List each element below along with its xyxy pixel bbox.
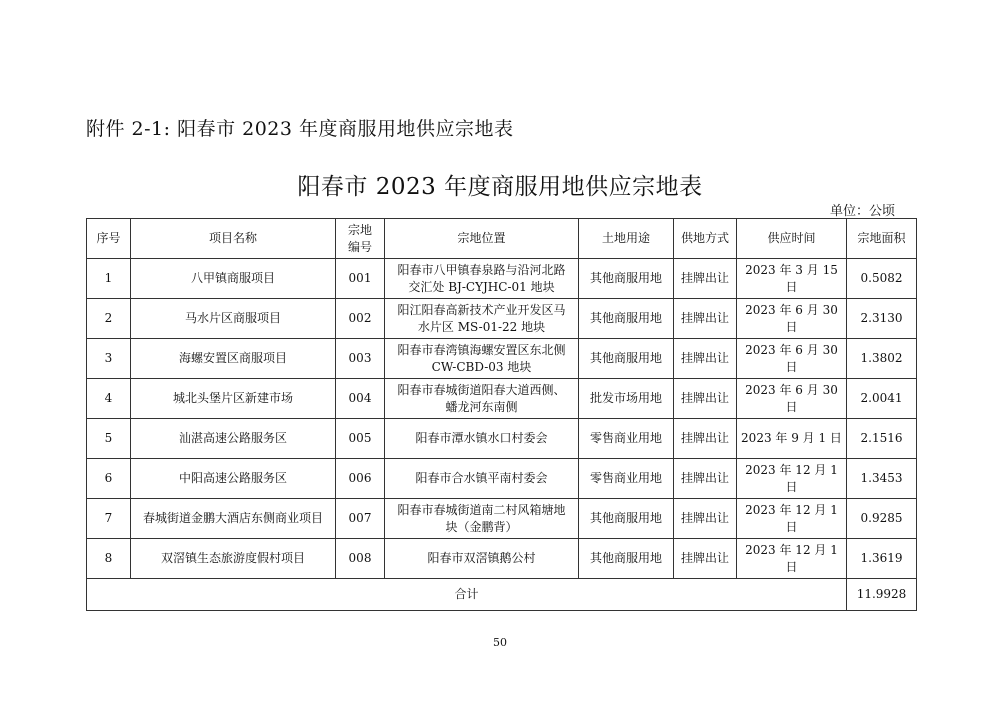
cell-area: 2.1516 [847,419,917,459]
total-row [87,579,917,611]
table-body [87,259,917,611]
cell-location: 阳春市合水镇平南村委会 [385,459,579,499]
cell-supply-time: 2023 年 6 月 30 日 [737,339,847,379]
cell-supply-method: 挂牌出让 [674,499,737,539]
cell-parcel-no: 003 [336,339,385,379]
header-supply-time: 供应时间 [737,219,847,259]
header-location: 宗地位置 [385,219,579,259]
cell-area: 2.3130 [847,299,917,339]
cell-land-use: 其他商服用地 [579,499,674,539]
table-row [87,539,917,579]
cell-supply-method: 挂牌出让 [674,419,737,459]
cell-parcel-no: 006 [336,459,385,499]
cell-supply-time: 2023 年 6 月 30 日 [737,299,847,339]
cell-parcel-no: 007 [336,499,385,539]
page-number: 50 [493,636,507,649]
cell-location: 阳春市八甲镇春泉路与沿河北路交汇处 BJ-CYJHC-01 地块 [385,259,579,299]
cell-index: 1 [87,259,131,299]
cell-supply-method: 挂牌出让 [674,539,737,579]
cell-supply-method: 挂牌出让 [674,299,737,339]
table-row [87,259,917,299]
cell-area: 0.9285 [847,499,917,539]
cell-land-use: 零售商业用地 [579,419,674,459]
cell-supply-time: 2023 年 6 月 30 日 [737,379,847,419]
cell-index: 3 [87,339,131,379]
cell-project: 中阳高速公路服务区 [131,459,336,499]
cell-supply-method: 挂牌出让 [674,379,737,419]
cell-project: 八甲镇商服项目 [131,259,336,299]
table-row [87,339,917,379]
cell-project: 马水片区商服项目 [131,299,336,339]
cell-land-use: 其他商服用地 [579,259,674,299]
cell-supply-time: 2023 年 12 月 1 日 [737,499,847,539]
cell-supply-time: 2023 年 9 月 1 日 [737,419,847,459]
cell-land-use: 其他商服用地 [579,299,674,339]
cell-supply-time: 2023 年 12 月 1 日 [737,539,847,579]
header-parcel-no: 宗地编号 [336,219,385,259]
header-area: 宗地面积 [847,219,917,259]
cell-project: 海螺安置区商服项目 [131,339,336,379]
cell-land-use: 其他商服用地 [579,339,674,379]
header-land-use: 土地用途 [579,219,674,259]
total-label: 合计 [87,579,847,611]
cell-index: 8 [87,539,131,579]
cell-supply-method: 挂牌出让 [674,459,737,499]
header-supply-method: 供地方式 [674,219,737,259]
cell-land-use: 其他商服用地 [579,539,674,579]
cell-area: 1.3453 [847,459,917,499]
cell-parcel-no: 001 [336,259,385,299]
table-row [87,499,917,539]
cell-index: 6 [87,459,131,499]
cell-parcel-no: 002 [336,299,385,339]
table-row [87,459,917,499]
cell-project: 城北头堡片区新建市场 [131,379,336,419]
cell-location: 阳春市潭水镇水口村委会 [385,419,579,459]
cell-area: 1.3802 [847,339,917,379]
cell-supply-method: 挂牌出让 [674,339,737,379]
cell-area: 0.5082 [847,259,917,299]
cell-parcel-no: 008 [336,539,385,579]
cell-location: 阳春市双滘镇鹅公村 [385,539,579,579]
cell-index: 5 [87,419,131,459]
cell-index: 2 [87,299,131,339]
page-title: 阳春市 2023 年度商服用地供应宗地表 [297,174,703,200]
header-project: 项目名称 [131,219,336,259]
table-row [87,379,917,419]
land-supply-table [86,218,917,611]
cell-land-use: 批发市场用地 [579,379,674,419]
cell-supply-method: 挂牌出让 [674,259,737,299]
cell-supply-time: 2023 年 3 月 15 日 [737,259,847,299]
unit-note: 单位：公顷 [829,204,895,219]
cell-parcel-no: 004 [336,379,385,419]
cell-area: 1.3619 [847,539,917,579]
table-row [87,419,917,459]
cell-parcel-no: 005 [336,419,385,459]
cell-project: 春城街道金鹏大酒店东侧商业项目 [131,499,336,539]
table-row [87,299,917,339]
cell-location: 阳春市春城街道阳春大道西侧、蟠龙河东南侧 [385,379,579,419]
table-header-row [87,219,917,259]
attachment-title: 附件 2-1: 阳春市 2023 年度商服用地供应宗地表 [86,118,514,140]
cell-area: 2.0041 [847,379,917,419]
cell-location: 阳春市春城街道南二村风箱塘地块（金鹏背） [385,499,579,539]
total-area: 11.9928 [847,579,917,611]
cell-location: 阳江阳春高新技术产业开发区马水片区 MS-01-22 地块 [385,299,579,339]
cell-project: 汕湛高速公路服务区 [131,419,336,459]
cell-index: 7 [87,499,131,539]
cell-land-use: 零售商业用地 [579,459,674,499]
cell-location: 阳春市春湾镇海螺安置区东北侧 CW-CBD-03 地块 [385,339,579,379]
header-index: 序号 [87,219,131,259]
cell-project: 双滘镇生态旅游度假村项目 [131,539,336,579]
cell-index: 4 [87,379,131,419]
cell-supply-time: 2023 年 12 月 1 日 [737,459,847,499]
